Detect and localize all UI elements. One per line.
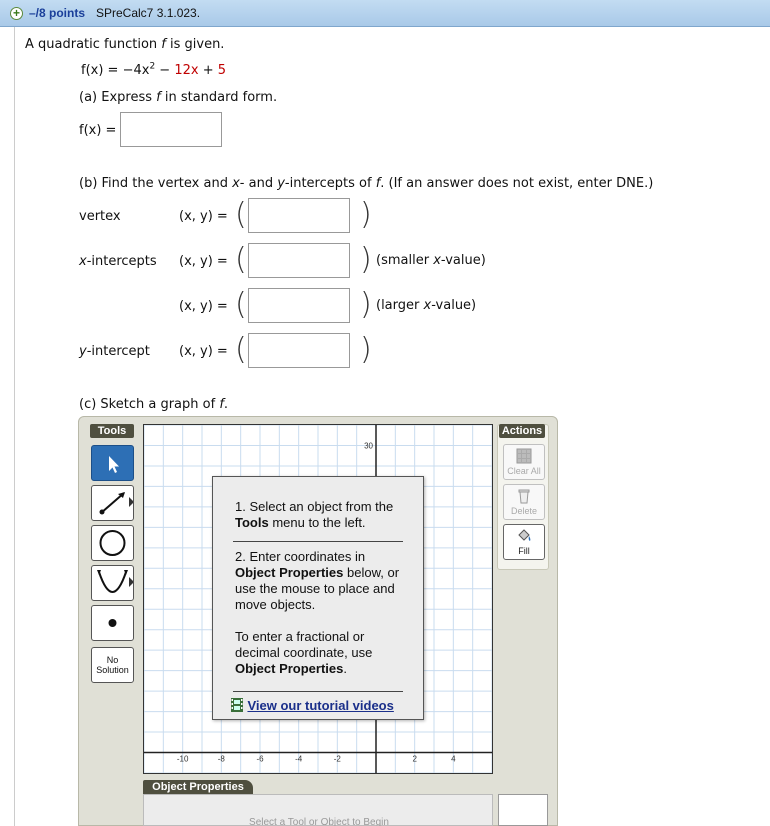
x-intercept-larger-input[interactable]	[248, 288, 350, 323]
expand-plus-icon[interactable]: +	[10, 7, 23, 20]
instruction-step-1: 1. Select an object from the Tools menu to the left.	[235, 499, 394, 530]
point-tool-button[interactable]	[91, 605, 134, 641]
clear-all-button[interactable]	[503, 444, 545, 480]
part-a-input-label: f(x) =	[79, 123, 117, 138]
object-properties-panel	[143, 794, 493, 826]
fill-label: Fill	[518, 546, 530, 556]
pointer-icon	[92, 446, 133, 480]
right-paren: )	[360, 287, 372, 322]
delete-button[interactable]	[503, 484, 545, 520]
vertex-input[interactable]	[248, 198, 350, 233]
right-paren: )	[360, 242, 372, 277]
left-paren: (	[235, 197, 247, 232]
divider	[233, 541, 403, 542]
pointer-tool-button[interactable]	[91, 445, 134, 481]
left-border	[14, 27, 15, 826]
film-icon	[231, 698, 243, 712]
x-tick-label: -10	[176, 754, 189, 764]
question-header	[0, 0, 770, 27]
parabola-icon	[92, 566, 133, 600]
x-tick-label: 2	[412, 754, 417, 764]
line-icon	[92, 486, 133, 520]
right-paren: )	[360, 332, 372, 367]
clear-all-icon	[516, 448, 532, 464]
x-tick-label: 4	[451, 754, 456, 764]
instruction-step-2: 2. Enter coordinates in Object Properties below, or use the mouse to place and move objects.	[235, 549, 400, 612]
x-tick-label: -4	[295, 754, 303, 764]
parabola-tool-flyout-arrow[interactable]	[129, 577, 133, 587]
left-paren: (	[235, 242, 247, 277]
circle-tool-button[interactable]	[91, 525, 134, 561]
part-a-label: (a) Express f in standard form.	[79, 90, 278, 105]
object-properties-title: Object Properties	[143, 780, 253, 794]
problem-intro: A quadratic function f is given.	[25, 37, 225, 52]
standard-form-input[interactable]	[120, 112, 222, 147]
parabola-tool-button[interactable]	[91, 565, 134, 601]
divider	[233, 691, 403, 692]
tools-title: Tools	[90, 424, 134, 438]
object-properties-side-box	[498, 794, 548, 826]
smaller-x-note: (smaller x-value)	[376, 253, 486, 268]
actions-title: Actions	[499, 424, 545, 438]
line-tool-flyout-arrow[interactable]	[129, 497, 133, 507]
tutorial-video-link[interactable]: View our tutorial videos	[231, 697, 394, 715]
x-intercept-smaller-input[interactable]	[248, 243, 350, 278]
delete-label: Delete	[510, 506, 537, 516]
x-int2-coord-label: (x, y) =	[179, 299, 228, 314]
x-tick-label: -6	[256, 754, 264, 764]
y-intercept-label: y-intercept	[79, 344, 150, 359]
right-paren: )	[360, 197, 372, 232]
line-tool-button[interactable]	[91, 485, 134, 521]
vertex-label: vertex	[79, 209, 121, 224]
trash-icon	[516, 488, 532, 504]
clear-all-label: Clear All	[507, 466, 541, 476]
instructions-overlay	[212, 476, 424, 720]
point-icon	[92, 606, 133, 640]
function-expression: $f(x) = -4x^2 - 12x + 5$	[81, 61, 227, 78]
circle-icon	[92, 526, 133, 560]
x-tick-label: -2	[333, 754, 341, 764]
vertex-coord-label: (x, y) =	[179, 209, 228, 224]
object-properties-hint: Select a Tool or Object to Begin	[249, 817, 389, 826]
y-tick-label: 30	[364, 441, 373, 451]
no-solution-button[interactable]: No Solution	[91, 647, 134, 683]
part-b-label: (b) Find the vertex and x- and y-intercepts of f. (If an answer does not exist, enter DNE.)	[79, 176, 654, 191]
x-tick-label: -8	[217, 754, 225, 764]
x-int1-coord-label: (x, y) =	[179, 254, 228, 269]
left-paren: (	[235, 332, 247, 367]
larger-x-note: (larger x-value)	[376, 298, 477, 313]
instruction-step-3: To enter a fractional or decimal coordinate, use Object Properties.	[235, 629, 373, 676]
question-code: SPreCalc7 3.1.023.	[96, 6, 201, 20]
paint-bucket-icon	[515, 528, 533, 544]
x-intercepts-label: x-intercepts	[79, 254, 157, 269]
part-c-label: (c) Sketch a graph of f.	[79, 397, 229, 412]
y-intercept-input[interactable]	[248, 333, 350, 368]
points-label: –/8 points	[29, 6, 86, 20]
y-int-coord-label: (x, y) =	[179, 344, 228, 359]
left-paren: (	[235, 287, 247, 322]
fill-button[interactable]	[503, 524, 545, 560]
